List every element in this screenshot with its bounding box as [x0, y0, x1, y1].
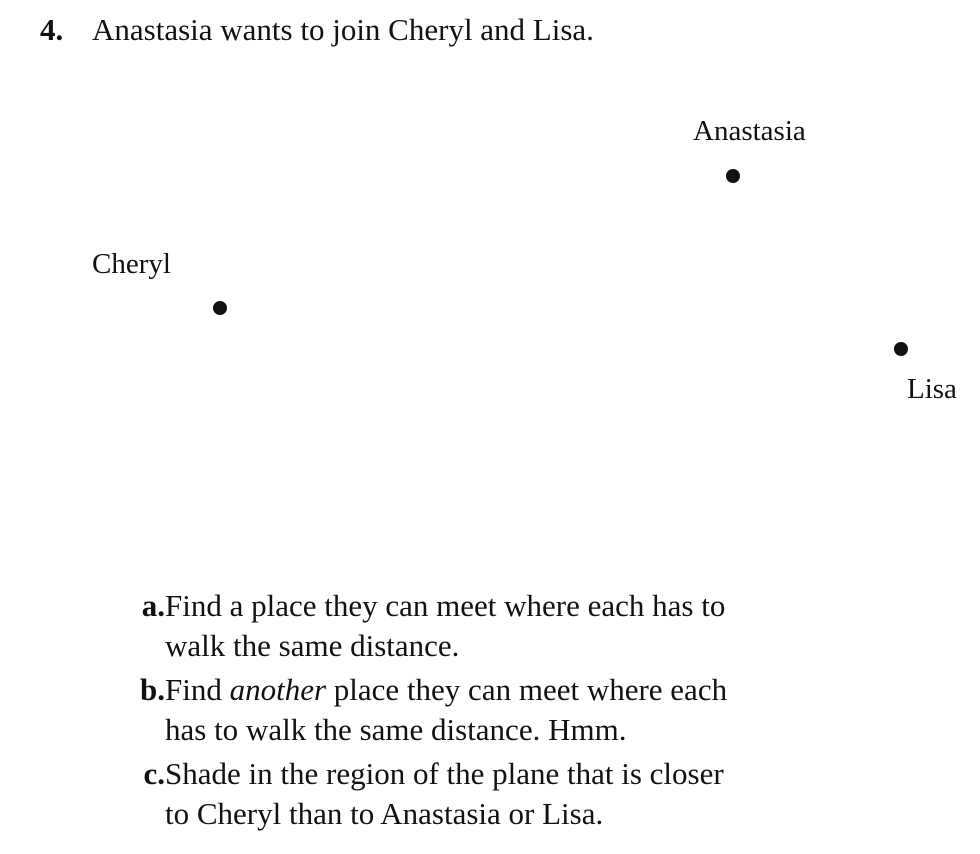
problem-header — [40, 12, 594, 48]
question-parts — [110, 586, 835, 838]
part-b — [110, 670, 835, 750]
label-cheryl: Cheryl — [92, 248, 171, 280]
part-a-line-2: walk the same distance. — [165, 628, 460, 663]
point-anastasia — [726, 169, 740, 183]
part-a-line-1: Find a place they can meet where each has to — [165, 588, 726, 623]
part-c-line-1: Shade in the region of the plane that is closer — [165, 756, 724, 791]
part-a — [110, 586, 835, 666]
part-c-letter: c. — [143, 756, 165, 791]
part-b-line-1 — [165, 670, 835, 710]
point-lisa — [894, 342, 908, 356]
part-b-text — [165, 670, 835, 750]
part-b-pre: Find — [165, 672, 230, 707]
part-c-line-2: to Cheryl than to Anastasia or Lisa. — [165, 796, 604, 831]
label-anastasia: Anastasia — [693, 115, 806, 147]
part-c — [110, 754, 835, 834]
part-b-post: place they can meet where each — [326, 672, 728, 707]
part-b-letter: b. — [140, 672, 165, 707]
problem-statement: Anastasia wants to join Cheryl and Lisa. — [92, 12, 594, 47]
problem-number: 4. — [40, 12, 64, 47]
part-a-text — [165, 586, 835, 666]
part-b-line-2: has to walk the same distance. Hmm. — [165, 712, 627, 747]
part-a-letter: a. — [141, 588, 165, 623]
part-b-emphasis: another — [229, 672, 327, 707]
part-c-text — [165, 754, 835, 834]
label-lisa: Lisa — [907, 373, 957, 405]
point-cheryl — [213, 301, 227, 315]
